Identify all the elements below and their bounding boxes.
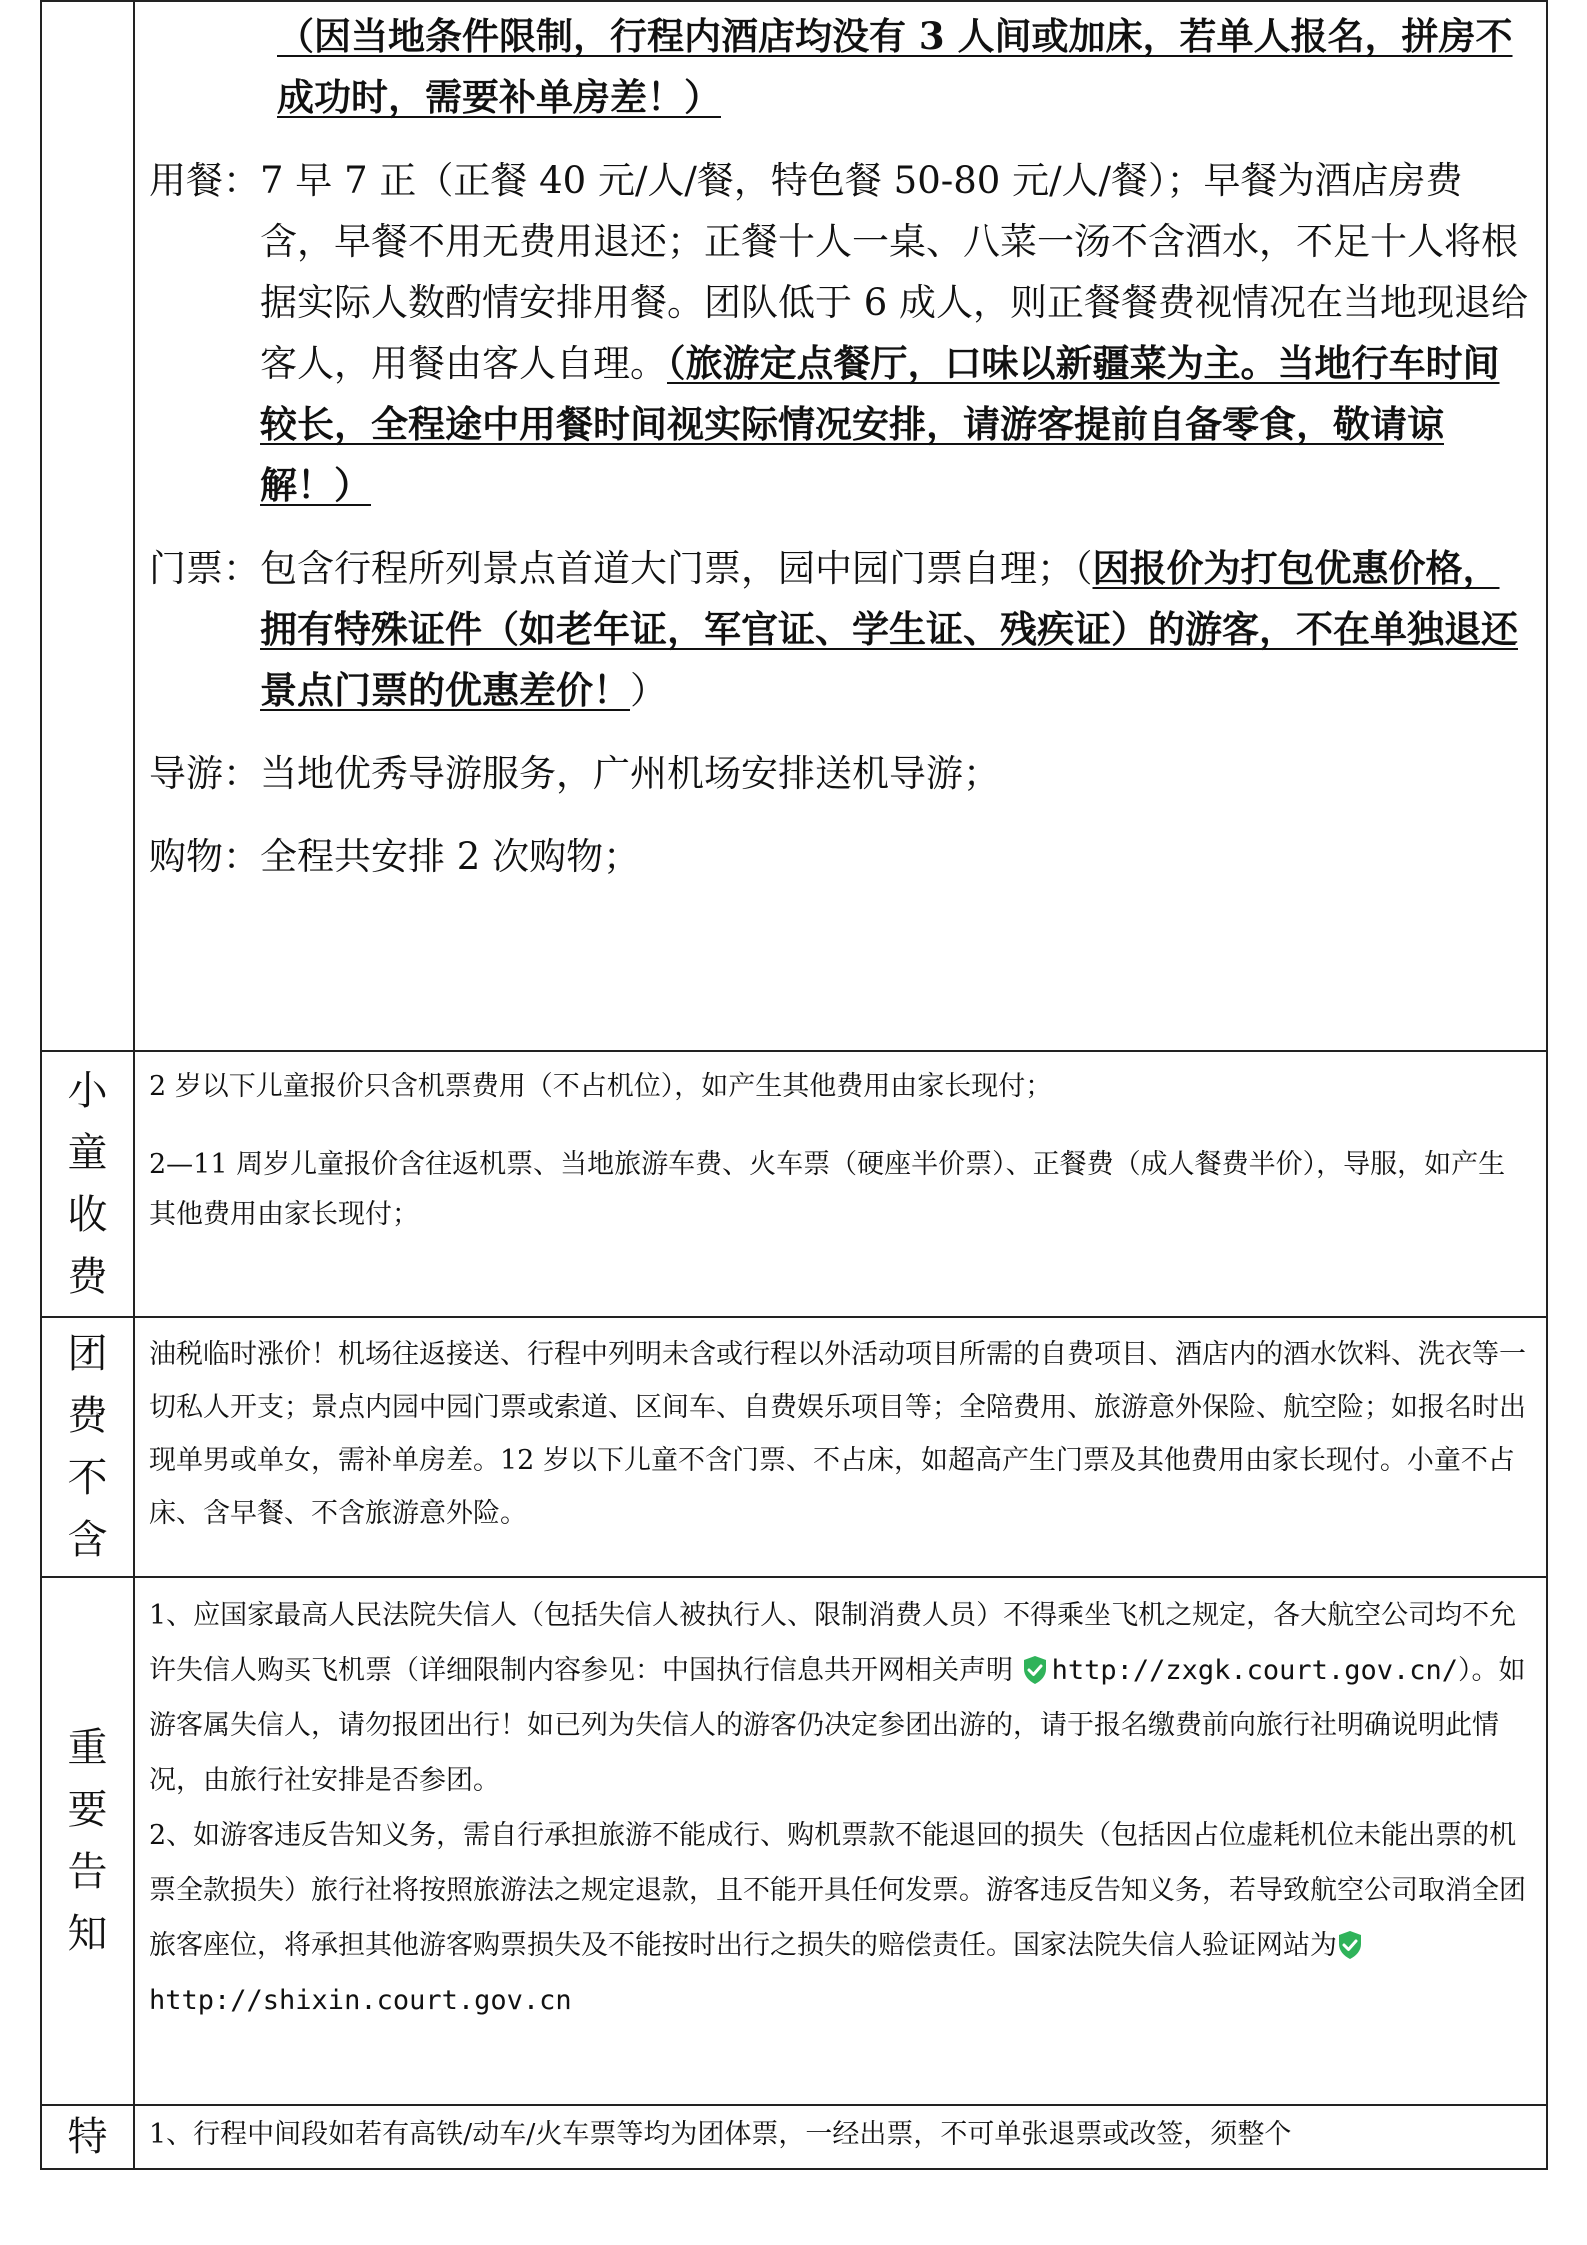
- special-label-cell: [41, 2105, 134, 2169]
- shopping-section: [149, 826, 1532, 887]
- meals-note: （旅游定点餐厅，口味以新疆菜为主。当地行车时间较长，全程途中用餐时间视实际情况安排，请游客提前自备零食，敬请谅解！）: [260, 341, 1500, 507]
- special-text: 1、行程中间段如若有高铁/动车/火车票等均为团体票，一经出票，不可单张退票或改签，须整个: [149, 2119, 1292, 2150]
- special-label: 特: [67, 2114, 108, 2160]
- child-fee-label: 小 童 收 费: [67, 1068, 108, 1300]
- excluded-row: [41, 1317, 1547, 1577]
- tickets-text: 包含行程所列景点首道大门票，园中园门票自理；: [260, 547, 1074, 590]
- tickets-note-open: （: [1074, 547, 1093, 590]
- tickets-note-close: ）: [630, 669, 667, 712]
- special-row: [41, 2105, 1547, 2169]
- child-fee-row: [41, 1051, 1547, 1317]
- meals-section: [149, 150, 1532, 516]
- tickets-note: 因报价为打包优惠价格，拥有特殊证件（如老年证，军官证、学生证、残疾证）的游客，不在单独退还景点门票的优惠差价！: [260, 546, 1518, 712]
- shopping-text: 全程共安排 2 次购物；: [260, 835, 641, 878]
- excluded-cell: [134, 1317, 1547, 1577]
- guide-section: [149, 743, 1532, 804]
- included-services-row: [41, 1, 1547, 1051]
- empty-label-cell: [41, 1, 134, 1051]
- court-url-link[interactable]: http://zxgk.court.gov.cn/: [1051, 1655, 1458, 1686]
- verified-shield-icon: [1337, 1930, 1363, 1960]
- excluded-label-cell: [41, 1317, 134, 1577]
- notice-label: 重 要 告 知: [67, 1725, 108, 1957]
- shopping-label: 购物：: [149, 835, 260, 878]
- child-fee-line-2: 2—11 周岁儿童报价含往返机票、当地旅游车费、火车票（硬座半价票）、正餐费（成人餐费半价），导服，如产生其他费用由家长现付；: [149, 1149, 1506, 1230]
- notice-cell: [134, 1577, 1547, 2105]
- child-fee-cell: [134, 1051, 1547, 1317]
- notice-label-cell: [41, 1577, 134, 2105]
- excluded-text: 油税临时涨价！机场往返接送、行程中列明未含或行程以外活动项目所需的自费项目、酒店内的酒水饮料、洗衣等一切私人开支；景点内园中园门票或索道、区间车、自费娱乐项目等；全陪费用、旅游意外保险、航空险；如报名时出现单男或单女，需补单房差。12 岁以下儿童不含门票、不占床，如超高产生门票及其他费用由家长现付。小童不占床、含早餐、不含旅游意外险。: [149, 1339, 1526, 1529]
- special-cell: [134, 2105, 1547, 2169]
- child-fee-label-cell: [41, 1051, 134, 1317]
- guide-label: 导游：: [149, 752, 260, 795]
- notice-paragraph-2: 2、如游客违反告知义务，需自行承担旅游不能成行、购机票款不能退回的损失（包括因占位虚耗机位未能出票的机票全款损失）旅行社将按照旅游法之规定退款，且不能开具任何发票。游客违反告知义务，若导致航空公司取消全团旅客座位，将承担其他游客购票损失及不能按时出行之损失的赔偿责任。国家法院失信人验证网站为http://shixin.court.gov.cn: [149, 1820, 1526, 2016]
- included-services-cell: [134, 1, 1547, 1051]
- itinerary-table: [40, 0, 1548, 2170]
- excluded-label: 团 费 不 含: [67, 1331, 108, 1563]
- meals-text: 7 早 7 正（正餐 40 元/人/餐，特色餐 50-80 元/人/餐）；早餐为酒店房费含，早餐不用无费用退还；正餐十人一桌、八菜一汤不含酒水，不足十人将根据实际人数酌情安排用餐。团队低于 6 成人，则正餐餐费视情况在当地现退给客人，用餐由客人自理。: [260, 159, 1529, 385]
- tickets-section: [149, 538, 1532, 721]
- guide-text: 当地优秀导游服务，广州机场安排送机导游；: [260, 752, 1000, 795]
- notice-paragraph-1: 1、应国家最高人民法院失信人（包括失信人被执行人、限制消费人员）不得乘坐飞机之规定，各大航空公司均不允许失信人购买飞机票（详细限制内容参见：中国执行信息共开网相关声明 http://zxgk.court.gov.cn/）。如游客属失信人，请勿报团出行！如已列为失信人的游客仍决定参团出游的，请于报名缴费前向旅行社明确说明此情况，由旅行社安排是否参团。: [149, 1600, 1526, 1796]
- shixin-url-link[interactable]: http://shixin.court.gov.cn: [149, 1985, 572, 2016]
- meals-label: 用餐：: [149, 159, 260, 202]
- child-fee-line-1: 2 岁以下儿童报价只含机票费用（不占机位），如产生其他费用由家长现付；: [149, 1071, 1053, 1102]
- notice-row: [41, 1577, 1547, 2105]
- verified-shield-icon: [1022, 1655, 1048, 1685]
- tickets-label: 门票：: [149, 547, 260, 590]
- accommodation-note: （因当地条件限制，行程内酒店均没有 3 人间或加床，若单人报名，拼房不成功时，需要补单房差！）: [277, 14, 1513, 119]
